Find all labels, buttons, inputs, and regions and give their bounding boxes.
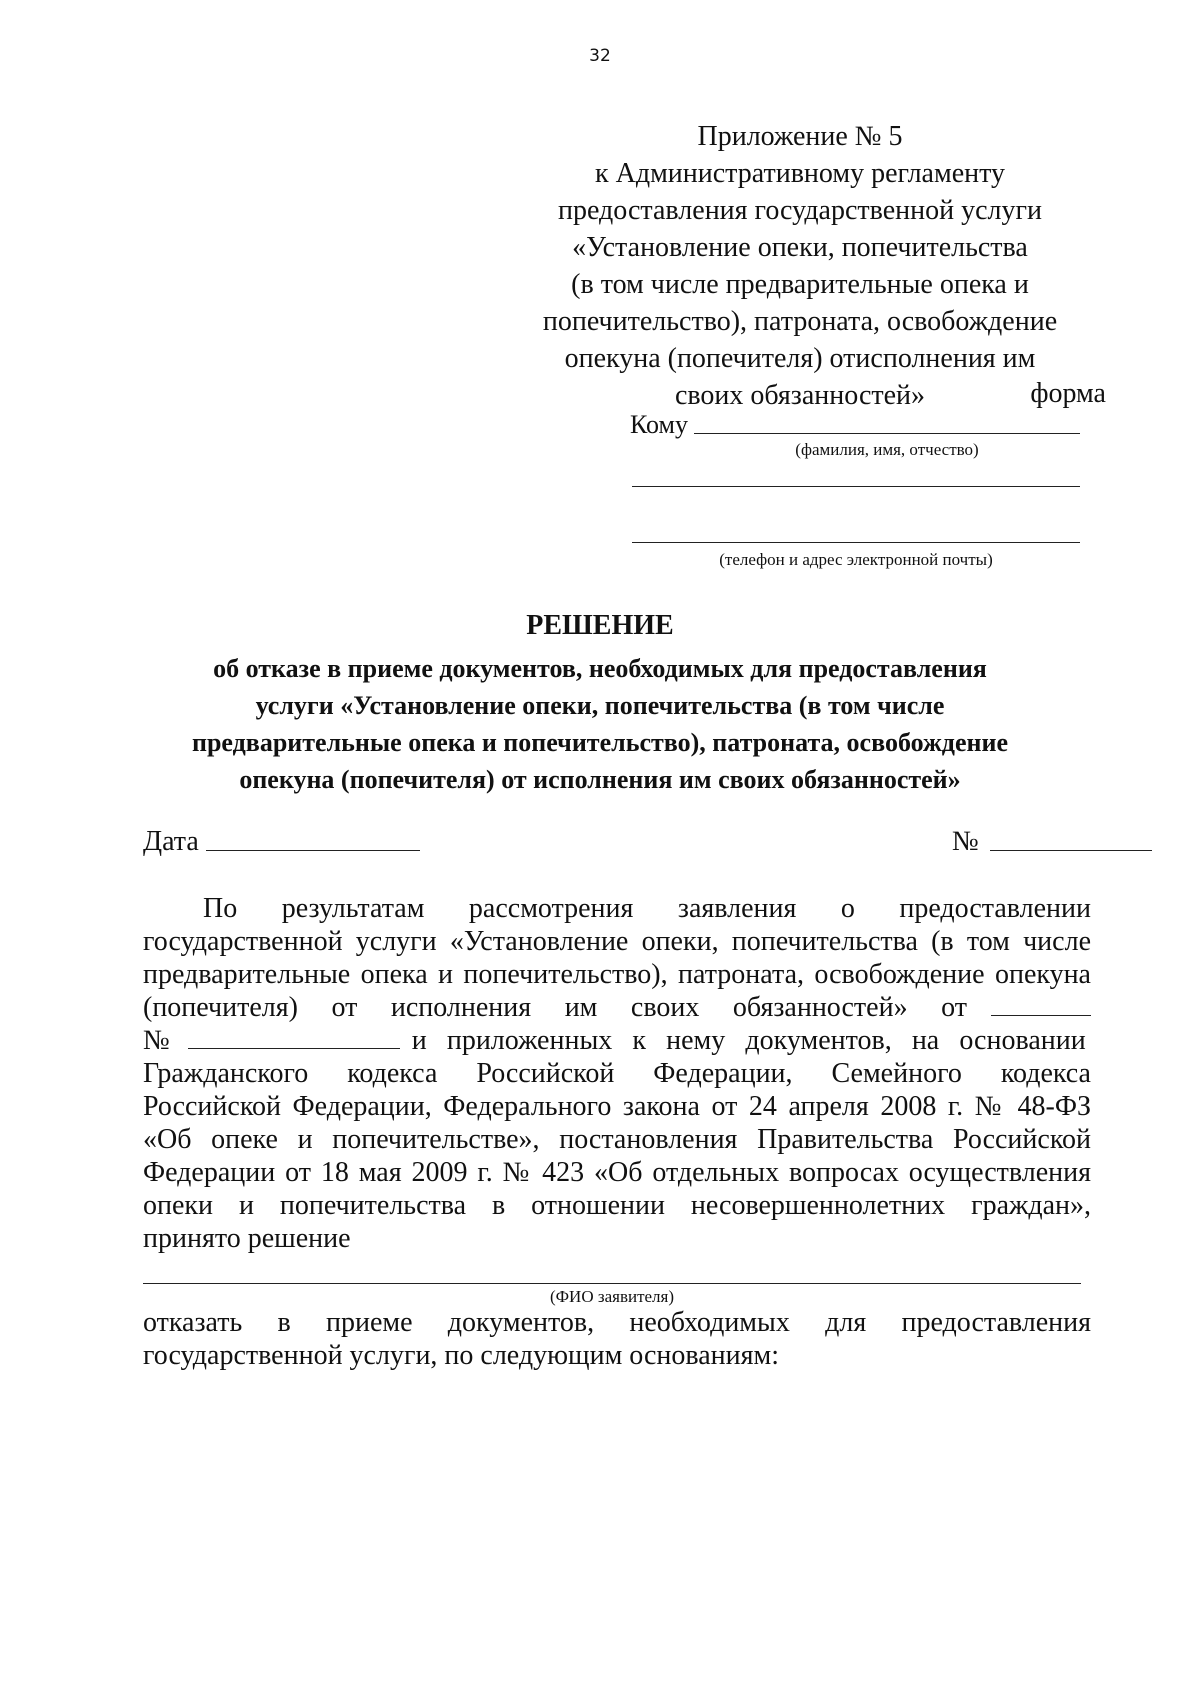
recipient-name-hint: (фамилия, имя, отчество) [795,440,979,459]
decision-subtitle [100,650,1100,798]
subtitle-line: предварительные опека и попечительство), патроната, освобождение [191,728,1009,757]
body-line: предварительные опека и попечительство), патроната, освобождение опекуна [143,959,1091,990]
recipient-contact-hint: (телефон и адрес электронной почты) [719,550,993,569]
body-line: (попечителя) от исполнения им своих обязанностей» от [143,992,967,1023]
refusal-paragraph [143,1306,1091,1372]
recipient-contact-line [632,542,1080,543]
recipient-label: Кому [630,410,689,439]
appendix-line: попечительство), патроната, освобождение [542,306,1058,337]
body-line: и приложенных к нему документов, на основании [411,1025,1086,1056]
body-line: По результатам рассмотрения заявления о предоставлении [203,893,1091,924]
number-field-line [990,850,1152,851]
subtitle-line: опекуна (попечителя) от исполнения им своих обязанностей» [239,765,961,794]
applicant-name-line [143,1283,1081,1284]
appendix-line: опекуна (попечителя) отисполнения им [564,343,1036,374]
body-line: Российской Федерации, Федерального закона от 24 апреля 2008 г. № 48-ФЗ [143,1091,1091,1122]
appendix-line: предоставления государственной услуги [558,195,1042,226]
date-field-line [206,850,420,851]
body-line: государственной услуги «Установление опеки, попечительства (в том числе [143,926,1091,957]
appendix-line: к Административному регламенту [595,158,1005,189]
body-line: принято решение [143,1223,351,1254]
subtitle-line: об отказе в приеме документов, необходимых для предоставления [213,654,987,683]
application-date-blank [991,995,1091,1016]
recipient-name-line [694,433,1080,434]
body-line: отказать в приеме документов, необходимых для предоставления [143,1307,1091,1338]
page-number: 32 [589,46,611,66]
body-line: Гражданского кодекса Российской Федерации, Семейного кодекса [143,1058,1091,1089]
appendix-line: (в том числе предварительные опека и [571,269,1029,300]
date-label: Дата [143,826,199,857]
body-line: государственной услуги, по следующим основаниям: [143,1340,780,1371]
recipient-line-2 [632,486,1080,487]
body-paragraph [143,892,1091,1255]
body-line: опеки и попечительства в отношении несовершеннолетних граждан», [143,1190,1091,1221]
appendix-line: «Установление опеки, попечительства [572,232,1028,263]
body-line-with-blank [143,1024,1091,1057]
appendix-line: Приложение № 5 [697,121,903,152]
body-line: «Об опеке и попечительстве», постановления Правительства Российской [143,1124,1091,1155]
appendix-header [500,118,1100,414]
body-line: Федерации от 18 мая 2009 г. № 423 «Об отдельных вопросах осуществления [143,1157,1091,1188]
appendix-line: своих обязанностей» [674,380,926,411]
number-sign: № [143,1025,170,1056]
form-label: форма [1030,378,1106,409]
number-label: № [952,826,979,857]
applicant-hint: (ФИО заявителя) [549,1287,675,1306]
subtitle-line: услуги «Установление опеки, попечительства (в том числе [255,691,945,720]
body-line-with-blank [143,991,1091,1024]
application-number-blank [188,1028,400,1049]
decision-title: РЕШЕНИЕ [526,610,674,641]
